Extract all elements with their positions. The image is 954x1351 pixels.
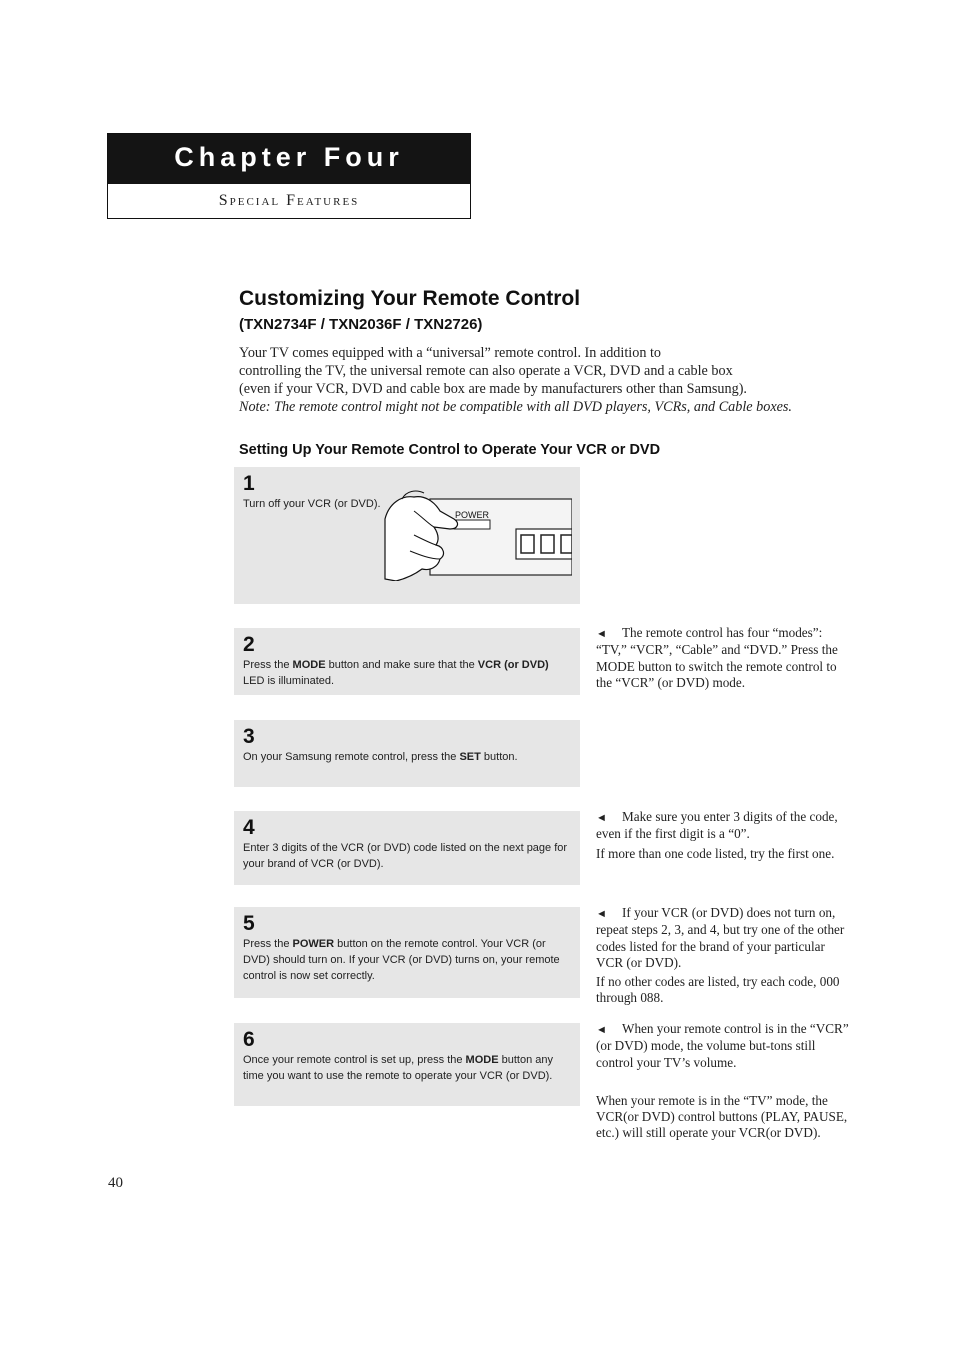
step-text: Press the POWER button on the remote control. Your VCR (or DVD) should turn on. If your VCR (or DVD) turns on, your remote control is now set correctly.	[243, 938, 560, 982]
power-label: POWER	[455, 510, 490, 520]
step-number: 5	[243, 912, 255, 935]
intro-line: controlling the TV, the universal remote can also operate a VCR, DVD and a cable box	[239, 363, 733, 379]
note-volume	[596, 1021, 852, 1142]
step-2	[234, 628, 580, 695]
step-4	[234, 811, 580, 885]
note-text: If more than one code listed, try the first one.	[596, 845, 835, 861]
step-number: 3	[243, 725, 255, 748]
intro-line: Your TV comes equipped with a “universal” remote control. In addition to	[239, 345, 661, 361]
note-retry	[596, 905, 850, 1007]
step-5	[234, 907, 580, 998]
chapter-title: Chapter Four	[108, 134, 470, 184]
note-text: If your VCR (or DVD) does not turn on, repeat steps 2, 3, and 4, but try one of the other codes listed for the brand of your particular VCR (or DVD).	[596, 905, 845, 970]
arrow-left-icon: ◄	[596, 908, 607, 920]
step-text: Press the MODE button and make sure that the VCR (or DVD) LED is illuminated.	[243, 659, 549, 687]
chapter-subtitle: Special Features	[218, 192, 360, 209]
intro-line: (even if your VCR, DVD and cable box are made by manufacturers other than Samsung).	[239, 381, 747, 397]
step-6	[234, 1023, 580, 1106]
arrow-left-icon: ◄	[596, 628, 607, 640]
note-text: When your remote control is in the “VCR” (or DVD) mode, the volume but-tons still control your TV’s volume.	[596, 1021, 849, 1070]
step-number: 4	[243, 816, 255, 839]
section-title: Customizing Your Remote Control	[239, 287, 581, 310]
power-button-illustration	[384, 489, 572, 581]
arrow-left-icon: ◄	[596, 812, 607, 824]
step-text: Enter 3 digits of the VCR (or DVD) code listed on the next page for your brand of VCR (or DVD).	[243, 842, 568, 870]
step-text: Once your remote control is set up, press the MODE button any time you want to use the remote to operate your VCR (or DVD).	[243, 1054, 553, 1082]
chapter-header	[107, 133, 471, 219]
step-number: 6	[243, 1028, 255, 1051]
step-text: Turn off your VCR (or DVD).	[243, 498, 381, 510]
arrow-left-icon: ◄	[596, 1024, 607, 1036]
step-number: 2	[243, 633, 255, 656]
step-number: 1	[243, 472, 255, 495]
note-text: When your remote is in the “TV” mode, the VCR(or DVD) control buttons (PLAY, PAUSE, etc.) will still operate your VCR(or DVD).	[596, 1092, 848, 1141]
subsection-title: Setting Up Your Remote Control to Operate Your VCR or DVD	[239, 442, 661, 458]
note-text: Make sure you enter 3 digits of the code, even if the first digit is a “0”.	[596, 809, 838, 842]
note-modes	[596, 625, 852, 691]
note-text: The remote control has four “modes”: “TV,” “VCR”, “Cable” and “DVD.” Press the MODE button to switch the remote control to the “VCR” (or DVD) mode.	[596, 625, 838, 690]
intro-note: Note: The remote control might not be compatible with all DVD players, VCRs, and Cable boxes.	[239, 399, 792, 415]
section-models: (TXN2734F / TXN2036F / TXN2726)	[239, 316, 483, 333]
note-digits	[596, 809, 852, 862]
step-3	[234, 720, 580, 787]
note-text: If no other codes are listed, try each code, 000 through 088.	[596, 974, 840, 1006]
page-number: 40	[108, 1175, 123, 1191]
step-text: On your Samsung remote control, press the SET button.	[243, 751, 518, 763]
intro-paragraph	[239, 344, 839, 416]
